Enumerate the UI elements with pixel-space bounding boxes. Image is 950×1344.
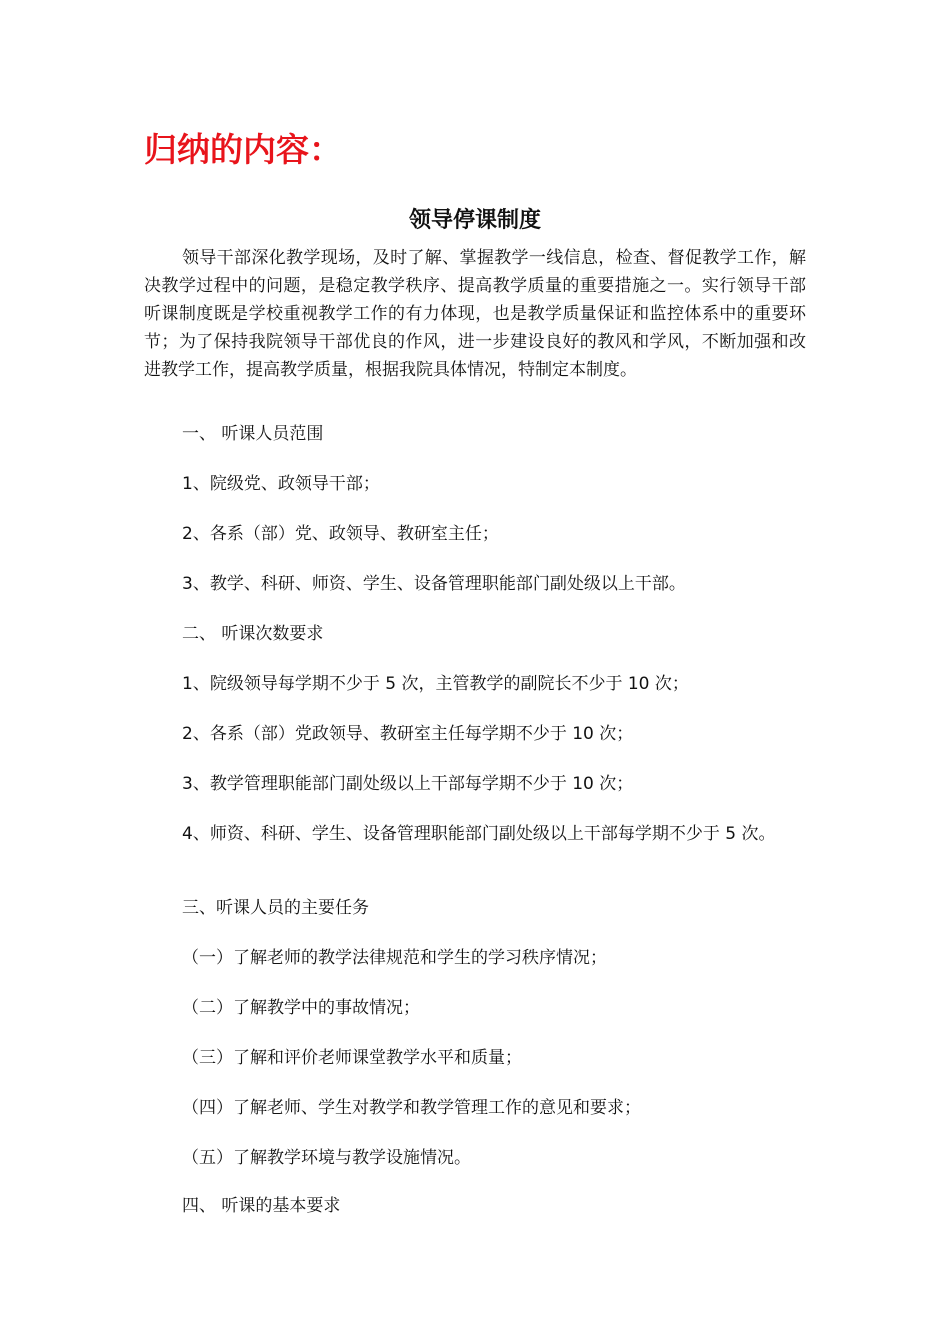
list-item: 2、各系（部）党政领导、教研室主任每学期不少于 10 次；: [182, 724, 634, 744]
document-title: 领导停课制度: [408, 208, 541, 233]
list-item: （一）了解老师的教学法律规范和学生的学习秩序情况；: [182, 948, 607, 968]
intro-paragraph: 领导干部深化教学现场，及时了解、掌握教学一线信息，检查、督促教学工作，解决教学过程中的问题，是稳定教学秩序、提高教学质量的重要措施之一。实行领导干部听课制度既是学校重视教学工作的有力体现，也是教学质量保证和监控体系中的重要环节；为了保持我院领导干部优良的作风，进一步建设良好的教风和学风，不断加强和改进教学工作，提高教学质量，根据我院具体情况，特制定本制度。: [144, 248, 806, 380]
list-item: 4、师资、科研、学生、设备管理职能部门副处级以上干部每学期不少于 5 次。: [182, 824, 776, 844]
list-item: （五）了解教学环境与教学设施情况。: [182, 1148, 471, 1168]
section-heading-4: 四、 听课的基本要求: [182, 1196, 341, 1216]
list-item: 1、院级党、政领导干部；: [182, 474, 380, 494]
list-item: 3、教学管理职能部门副处级以上干部每学期不少于 10 次；: [182, 774, 634, 794]
summary-heading: 归纳的内容：: [144, 130, 342, 169]
list-item: （二）了解教学中的事故情况；: [182, 998, 420, 1018]
list-item: 1、院级领导每学期不少于 5 次，主管教学的副院长不少于 10 次；: [182, 674, 689, 694]
section-heading-2: 二、 听课次数要求: [182, 624, 324, 644]
list-item: 2、各系（部）党、政领导、教研室主任；: [182, 524, 499, 544]
section-heading-3: 三、听课人员的主要任务: [182, 898, 369, 918]
list-item: （四）了解老师、学生对教学和教学管理工作的意见和要求；: [182, 1098, 641, 1118]
section-heading-1: 一、 听课人员范围: [182, 424, 324, 444]
list-item: 3、教学、科研、师资、学生、设备管理职能部门副处级以上干部。: [182, 574, 686, 594]
list-item: （三）了解和评价老师课堂教学水平和质量；: [182, 1048, 522, 1068]
